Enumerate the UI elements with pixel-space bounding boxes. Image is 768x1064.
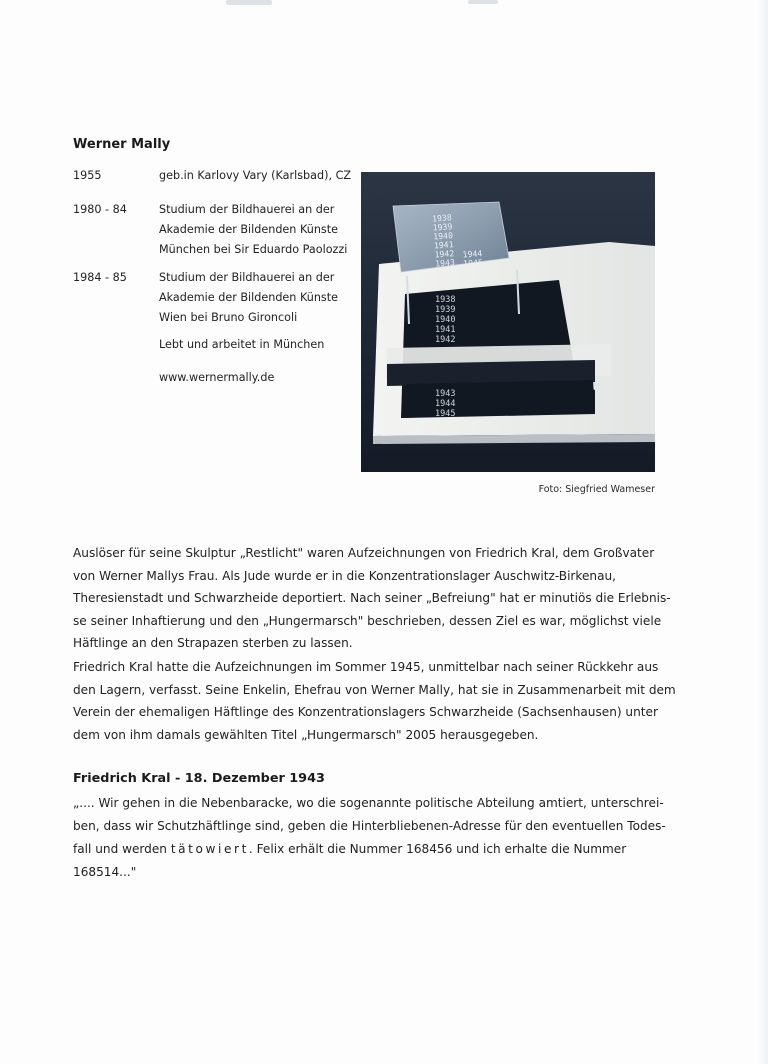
paragraph-line: von Werner Mallys Frau. Als Jude wurde er in die Konzentrationslager Auschwitz-Birkenau, — [73, 568, 617, 583]
plate-year: 1943 — [434, 257, 456, 269]
paragraph-line: Friedrich Kral hatte die Aufzeichnungen im Sommer 1945, unmittelbar nach seiner Rückkehr aus — [73, 660, 659, 674]
photo-caption: Foto: Siegfried Wameser — [538, 484, 655, 495]
bio-year: 1984 - 85 — [73, 271, 127, 284]
paragraph-line: Auslöser für seine Skulptur „Restlicht" waren Aufzeichnungen von Friedrich Kral, dem Großvater — [73, 546, 655, 560]
website-link[interactable]: www.wernermally.de — [159, 371, 275, 384]
shadow-year: 1938 — [435, 295, 456, 305]
paragraph-line: se seiner Inhaftierung und den „Hungermarsch" beschrieben, dessen Ziel es war, möglichst viele — [73, 613, 662, 628]
quote-text: . Felix erhält die Nummer 168456 und ich erhalte die Nummer — [248, 842, 627, 856]
quote-title: Friedrich Kral - 18. Dezember 1943 — [73, 771, 325, 786]
bio-year: 1980 - 84 — [73, 203, 127, 216]
shadow-year: 1943 — [435, 389, 456, 399]
shadow-year: 1939 — [435, 305, 456, 315]
quote-line: ben, dass wir Schutzhäftlinge sind, geben die Hinterbliebenen-Adresse für den eventuellen Todes- — [73, 819, 666, 833]
shadow-year: 1944 — [435, 399, 456, 409]
scan-artifact — [226, 0, 272, 5]
bio-year: 1955 — [73, 169, 102, 182]
bio-text: geb.in Karlovy Vary (Karlsbad), CZ — [159, 169, 352, 182]
plate-year: 1944 — [462, 248, 483, 260]
shadow-year: 1942 — [435, 335, 456, 345]
plate-year: 1940 — [432, 230, 454, 242]
plate-year: 1945 — [462, 257, 484, 269]
paragraph-line: Verein der ehemaligen Häftlinge des Konzentrationslagers Schwarzheide (Sachsenhausen) unter — [73, 705, 658, 720]
quote-line: „.... Wir gehen in die Nebenbaracke, wo die sogenannte politische Abteilung amtiert, unterschrei- — [73, 796, 664, 810]
paragraph-line: den Lagern, verfasst. Seine Enkelin, Ehefrau von Werner Mally, hat sie in Zusammenarbeit mit dem — [73, 682, 676, 697]
plate-year: 1939 — [432, 221, 453, 233]
sculpture-photo — [361, 172, 655, 472]
document-title: Werner Mally — [73, 137, 171, 152]
shadow-year: 1940 — [435, 315, 456, 325]
scan-artifact — [468, 0, 498, 4]
bio-text: Studium der Bildhauerei an der Akademie der Bildenden Künste Wien bei Bruno Gironcoli — [159, 271, 339, 324]
paragraph — [73, 542, 696, 655]
bio-text: Studium der Bildhauerei an der Akademie der Bildenden Künste München bei Sir Eduardo Paolozzi — [159, 203, 348, 256]
scan-edge-shadow — [758, 0, 768, 1064]
plate-year: 1941 — [433, 239, 454, 251]
bio-note: Lebt und arbeitet in München — [159, 338, 325, 351]
quote-line — [73, 838, 678, 861]
shadow-year: 1941 — [435, 325, 456, 335]
quote-block — [73, 792, 678, 884]
shadow-lower — [403, 380, 595, 418]
shadow-year: 1945 — [435, 409, 456, 419]
plate-year: 1942 — [434, 248, 455, 260]
paragraph — [73, 656, 696, 746]
paragraph-line: Häftlinge an den Strapazen sterben zu lassen. — [73, 636, 353, 651]
quote-line: 168514..." — [73, 865, 137, 879]
paragraph-line: Theresienstadt und Schwarzheide deportiert. Nach seiner „Befreiung" hat er minutiös die Erlebnis- — [73, 591, 671, 606]
plate-year: 1938 — [431, 212, 453, 224]
quote-text: fall und werden — [73, 842, 171, 856]
paragraph-line: dem von ihm damals gewählten Titel „Hungermarsch" 2005 herausgegeben. — [73, 727, 539, 742]
emphasized-word: tätowiert — [170, 842, 249, 856]
